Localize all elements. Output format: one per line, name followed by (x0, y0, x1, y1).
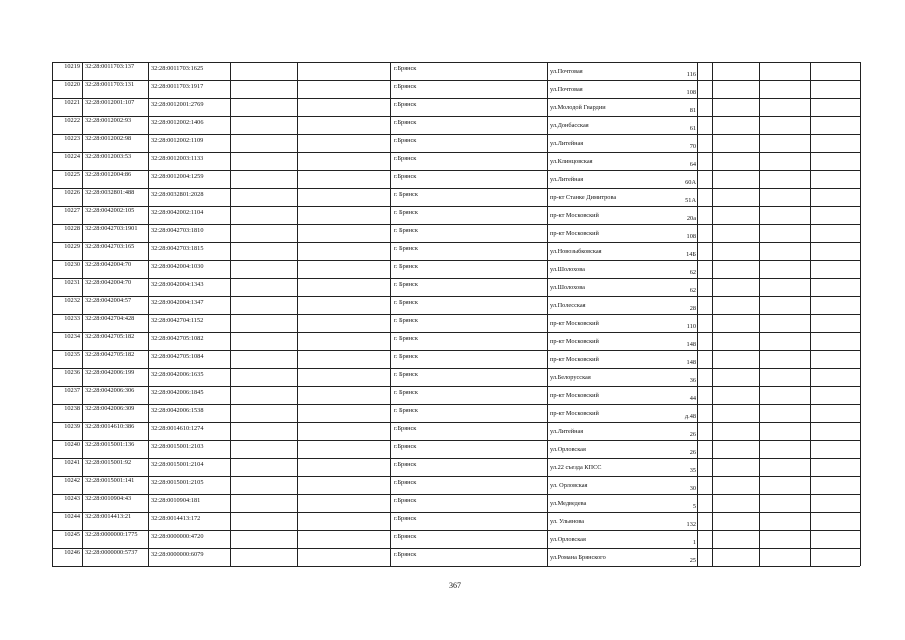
record-number: 10245 (64, 531, 80, 538)
cadastral-number: 32:28:0014413:21 (85, 513, 132, 520)
street-name: ул.22 съезда КПСС (550, 464, 602, 471)
cadastral-number: 32:28:0012003:53 (85, 153, 132, 160)
street-name: ул.Орловская (550, 446, 586, 453)
city-name: г. Брянск (394, 335, 418, 342)
cadastral-number: 32:28:0042704:428 (85, 315, 135, 322)
street-name: ул.Литейная (550, 428, 584, 435)
building-cadastral-number: 32:28:0042004:1347 (151, 299, 204, 306)
city-name: г.Брянск (394, 479, 417, 486)
record-number: 10228 (64, 225, 80, 232)
cadastral-number: 32:28:0042004:57 (85, 297, 132, 304)
table-row-rule (52, 440, 860, 441)
cadastral-number: 32:28:0012002:98 (85, 135, 132, 142)
street-name: ул.Шолохова (550, 266, 585, 273)
building-cadastral-number: 32:28:0042703:1810 (151, 227, 204, 234)
cadastral-number: 32:28:0000000:1775 (85, 531, 138, 538)
table-row-rule (52, 170, 860, 171)
record-number: 10227 (64, 207, 80, 214)
street-name: ул. Орловская (550, 482, 588, 489)
cadastral-number: 32:28:0010904:43 (85, 495, 132, 502)
record-number: 10242 (64, 477, 80, 484)
record-number: 10243 (64, 495, 80, 502)
table-row-rule (52, 476, 860, 477)
house-number: 70 (689, 143, 696, 150)
cadastral-number: 32:28:0000000:5737 (85, 549, 138, 556)
cadastral-number: 32:28:0014610:386 (85, 423, 135, 430)
building-cadastral-number: 32:28:0012004:1259 (151, 173, 204, 180)
record-number: 10240 (64, 441, 80, 448)
city-name: г.Брянск (394, 65, 417, 72)
table-row-rule (52, 188, 860, 189)
building-cadastral-number: 32:28:0042006:1538 (151, 407, 204, 414)
cadastral-number: 32:28:0012004:86 (85, 171, 132, 178)
cadastral-number: 32:28:0011703:137 (85, 63, 135, 70)
record-number: 10230 (64, 261, 80, 268)
house-number: 108 (686, 89, 696, 96)
record-number: 10235 (64, 351, 80, 358)
table-column-rule (860, 62, 861, 566)
building-cadastral-number: 32:28:0010904:181 (151, 497, 201, 504)
city-name: г.Брянск (394, 137, 417, 144)
table-row-rule (52, 494, 860, 495)
table-row-rule (52, 116, 860, 117)
register-table (52, 62, 860, 568)
cadastral-number: 32:28:0042004:70 (85, 261, 132, 268)
city-name: г.Брянск (394, 155, 417, 162)
record-number: 10238 (64, 405, 80, 412)
street-name: ул.Клинцовская (550, 158, 593, 165)
table-row-rule (52, 62, 860, 63)
city-name: г. Брянск (394, 209, 418, 216)
cadastral-number: 32:28:0042703:165 (85, 243, 135, 250)
building-cadastral-number: 32:28:0011703:1917 (151, 83, 204, 90)
building-cadastral-number: 32:28:0042705:1082 (151, 335, 204, 342)
street-name: пр-кт Московский (550, 392, 599, 399)
city-name: г.Брянск (394, 533, 417, 540)
house-number: 81 (689, 107, 696, 114)
building-cadastral-number: 32:28:0014610:1274 (151, 425, 204, 432)
house-number: 26 (689, 431, 696, 438)
city-name: г. Брянск (394, 299, 418, 306)
house-number: 108 (686, 233, 696, 240)
building-cadastral-number: 32:28:0042705:1084 (151, 353, 204, 360)
page-number: 367 (449, 581, 461, 590)
table-row-rule (52, 368, 860, 369)
city-name: г.Брянск (394, 83, 417, 90)
house-number: 30 (689, 485, 696, 492)
cadastral-number: 32:28:0042705:182 (85, 333, 135, 340)
record-number: 10246 (64, 549, 80, 556)
city-name: г. Брянск (394, 407, 418, 414)
city-name: г. Брянск (394, 245, 418, 252)
house-number: 132 (686, 521, 696, 528)
record-number: 10222 (64, 117, 80, 124)
building-cadastral-number: 32:28:0000000:6079 (151, 551, 204, 558)
street-name: ул.Литейная (550, 140, 584, 147)
city-name: г. Брянск (394, 371, 418, 378)
house-number: 148 (686, 341, 696, 348)
table-row-rule (52, 206, 860, 207)
table-row-rule (52, 548, 860, 549)
street-name: пр-кт Московский (550, 212, 599, 219)
record-number: 10241 (64, 459, 80, 466)
city-name: г.Брянск (394, 551, 417, 558)
building-cadastral-number: 32:28:0042004:1343 (151, 281, 204, 288)
table-row-rule (52, 98, 860, 99)
house-number: 61 (689, 125, 696, 132)
city-name: г. Брянск (394, 389, 418, 396)
table-row-rule (52, 530, 860, 531)
street-name: пр-кт Московский (550, 320, 599, 327)
house-number: 35 (689, 467, 696, 474)
cadastral-number: 32:28:0032801:488 (85, 189, 135, 196)
table-row-rule (52, 134, 860, 135)
building-cadastral-number: 32:28:0032801:2028 (151, 191, 204, 198)
building-cadastral-number: 32:28:0042002:1104 (151, 209, 204, 216)
street-name: ул.Шолохова (550, 284, 585, 291)
building-cadastral-number: 32:28:0012002:1406 (151, 119, 204, 126)
record-number: 10232 (64, 297, 80, 304)
house-number: 44 (689, 395, 696, 402)
street-name: ул.Литейная (550, 176, 584, 183)
street-name: ул.Молодой Гвардии (550, 104, 606, 111)
street-name: ул. Ульянова (550, 518, 585, 525)
cadastral-number: 32:28:0042006:306 (85, 387, 135, 394)
house-number: 116 (686, 71, 696, 78)
cadastral-number: 32:28:0042006:199 (85, 369, 135, 376)
street-name: ул.Почтовая (550, 86, 583, 93)
record-number: 10224 (64, 153, 80, 160)
building-cadastral-number: 32:28:0012003:1133 (151, 155, 204, 162)
record-number: 10225 (64, 171, 80, 178)
table-row-rule (52, 260, 860, 261)
street-name: ул.Медведева (550, 500, 587, 507)
city-name: г. Брянск (394, 281, 418, 288)
street-name: ул.Полесская (550, 302, 586, 309)
street-name: пр-кт Московский (550, 410, 599, 417)
table-row-rule (52, 458, 860, 459)
street-name: пр-кт Московский (550, 230, 599, 237)
house-number: 14Б (686, 251, 696, 258)
house-number: 64 (689, 161, 696, 168)
building-cadastral-number: 32:28:0012001:2769 (151, 101, 204, 108)
building-cadastral-number: 32:28:0042006:1845 (151, 389, 204, 396)
city-name: г. Брянск (394, 317, 418, 324)
city-name: г. Брянск (394, 191, 418, 198)
street-name: пр-кт Станке Димитрова (550, 194, 617, 201)
street-name: ул.Донбасская (550, 122, 589, 129)
cadastral-number: 32:28:0015001:92 (85, 459, 132, 466)
record-number: 10223 (64, 135, 80, 142)
table-row-rule (52, 404, 860, 405)
house-number: 20а (686, 215, 696, 222)
house-number: 28 (689, 305, 696, 312)
building-cadastral-number: 32:28:0015001:2105 (151, 479, 204, 486)
city-name: г.Брянск (394, 425, 417, 432)
building-cadastral-number: 32:28:0012002:1109 (151, 137, 204, 144)
street-name: ул.Почтовая (550, 68, 583, 75)
city-name: г.Брянск (394, 443, 417, 450)
street-name: пр-кт Московский (550, 338, 599, 345)
table-row-rule (52, 512, 860, 513)
building-cadastral-number: 32:28:0042004:1030 (151, 263, 204, 270)
street-name: ул.Белорусская (550, 374, 591, 381)
record-number: 10239 (64, 423, 80, 430)
table-row-rule (52, 422, 860, 423)
house-number: 62 (689, 269, 696, 276)
building-cadastral-number: 32:28:0011703:1625 (151, 65, 204, 72)
city-name: г.Брянск (394, 515, 417, 522)
cadastral-number: 32:28:0042002:105 (85, 207, 135, 214)
house-number: 5 (692, 503, 696, 510)
city-name: г.Брянск (394, 497, 417, 504)
house-number: 51А (685, 197, 696, 204)
cadastral-number: 32:28:0042006:309 (85, 405, 135, 412)
table-row-rule (52, 386, 860, 387)
cadastral-number: 32:28:0015001:136 (85, 441, 135, 448)
table-row-rule (52, 350, 860, 351)
cadastral-number: 32:28:0012002:93 (85, 117, 132, 124)
city-name: г. Брянск (394, 263, 418, 270)
house-number: 26 (689, 449, 696, 456)
cadastral-number: 32:28:0015001:141 (85, 477, 135, 484)
building-cadastral-number: 32:28:0042703:1815 (151, 245, 204, 252)
building-cadastral-number: 32:28:0014413:172 (151, 515, 201, 522)
cadastral-number: 32:28:0012001:107 (85, 99, 135, 106)
record-number: 10244 (64, 513, 80, 520)
record-number: 10233 (64, 315, 80, 322)
city-name: г. Брянск (394, 353, 418, 360)
building-cadastral-number: 32:28:0042704:1152 (151, 317, 204, 324)
table-row-rule (52, 566, 860, 567)
street-name: ул.Романа Брянского (550, 554, 606, 561)
table-row-rule (52, 278, 860, 279)
house-number: 60А (685, 179, 696, 186)
house-number: 36 (689, 377, 696, 384)
table-row-rule (52, 314, 860, 315)
city-name: г.Брянск (394, 101, 417, 108)
record-number: 10236 (64, 369, 80, 376)
city-name: г.Брянск (394, 461, 417, 468)
city-name: г.Брянск (394, 119, 417, 126)
house-number: 62 (689, 287, 696, 294)
record-number: 10221 (64, 99, 80, 106)
cadastral-number: 32:28:0042703:1901 (85, 225, 138, 232)
cadastral-number: 32:28:0011703:131 (85, 81, 135, 88)
cadastral-number: 32:28:0042705:182 (85, 351, 135, 358)
house-number: д.48 (684, 413, 696, 420)
record-number: 10226 (64, 189, 80, 196)
building-cadastral-number: 32:28:0015001:2104 (151, 461, 204, 468)
house-number: 148 (686, 359, 696, 366)
record-number: 10219 (64, 63, 80, 70)
record-number: 10237 (64, 387, 80, 394)
house-number: 25 (689, 557, 696, 564)
table-row-rule (52, 296, 860, 297)
house-number: 110 (686, 323, 696, 330)
record-number: 10220 (64, 81, 80, 88)
table-row-rule (52, 242, 860, 243)
street-name: пр-кт Московский (550, 356, 599, 363)
record-number: 10234 (64, 333, 80, 340)
building-cadastral-number: 32:28:0042006:1635 (151, 371, 204, 378)
table-row-rule (52, 80, 860, 81)
building-cadastral-number: 32:28:0015001:2103 (151, 443, 204, 450)
table-row-rule (52, 224, 860, 225)
street-name: ул.Новозыбковская (550, 248, 602, 255)
street-name: ул.Орловская (550, 536, 586, 543)
record-number: 10229 (64, 243, 80, 250)
house-number: 1 (692, 539, 696, 546)
table-row-rule (52, 152, 860, 153)
city-name: г.Брянск (394, 173, 417, 180)
table-row-rule (52, 332, 860, 333)
record-number: 10231 (64, 279, 80, 286)
building-cadastral-number: 32:28:0000000:4720 (151, 533, 204, 540)
cadastral-number: 32:28:0042004:70 (85, 279, 132, 286)
city-name: г. Брянск (394, 227, 418, 234)
